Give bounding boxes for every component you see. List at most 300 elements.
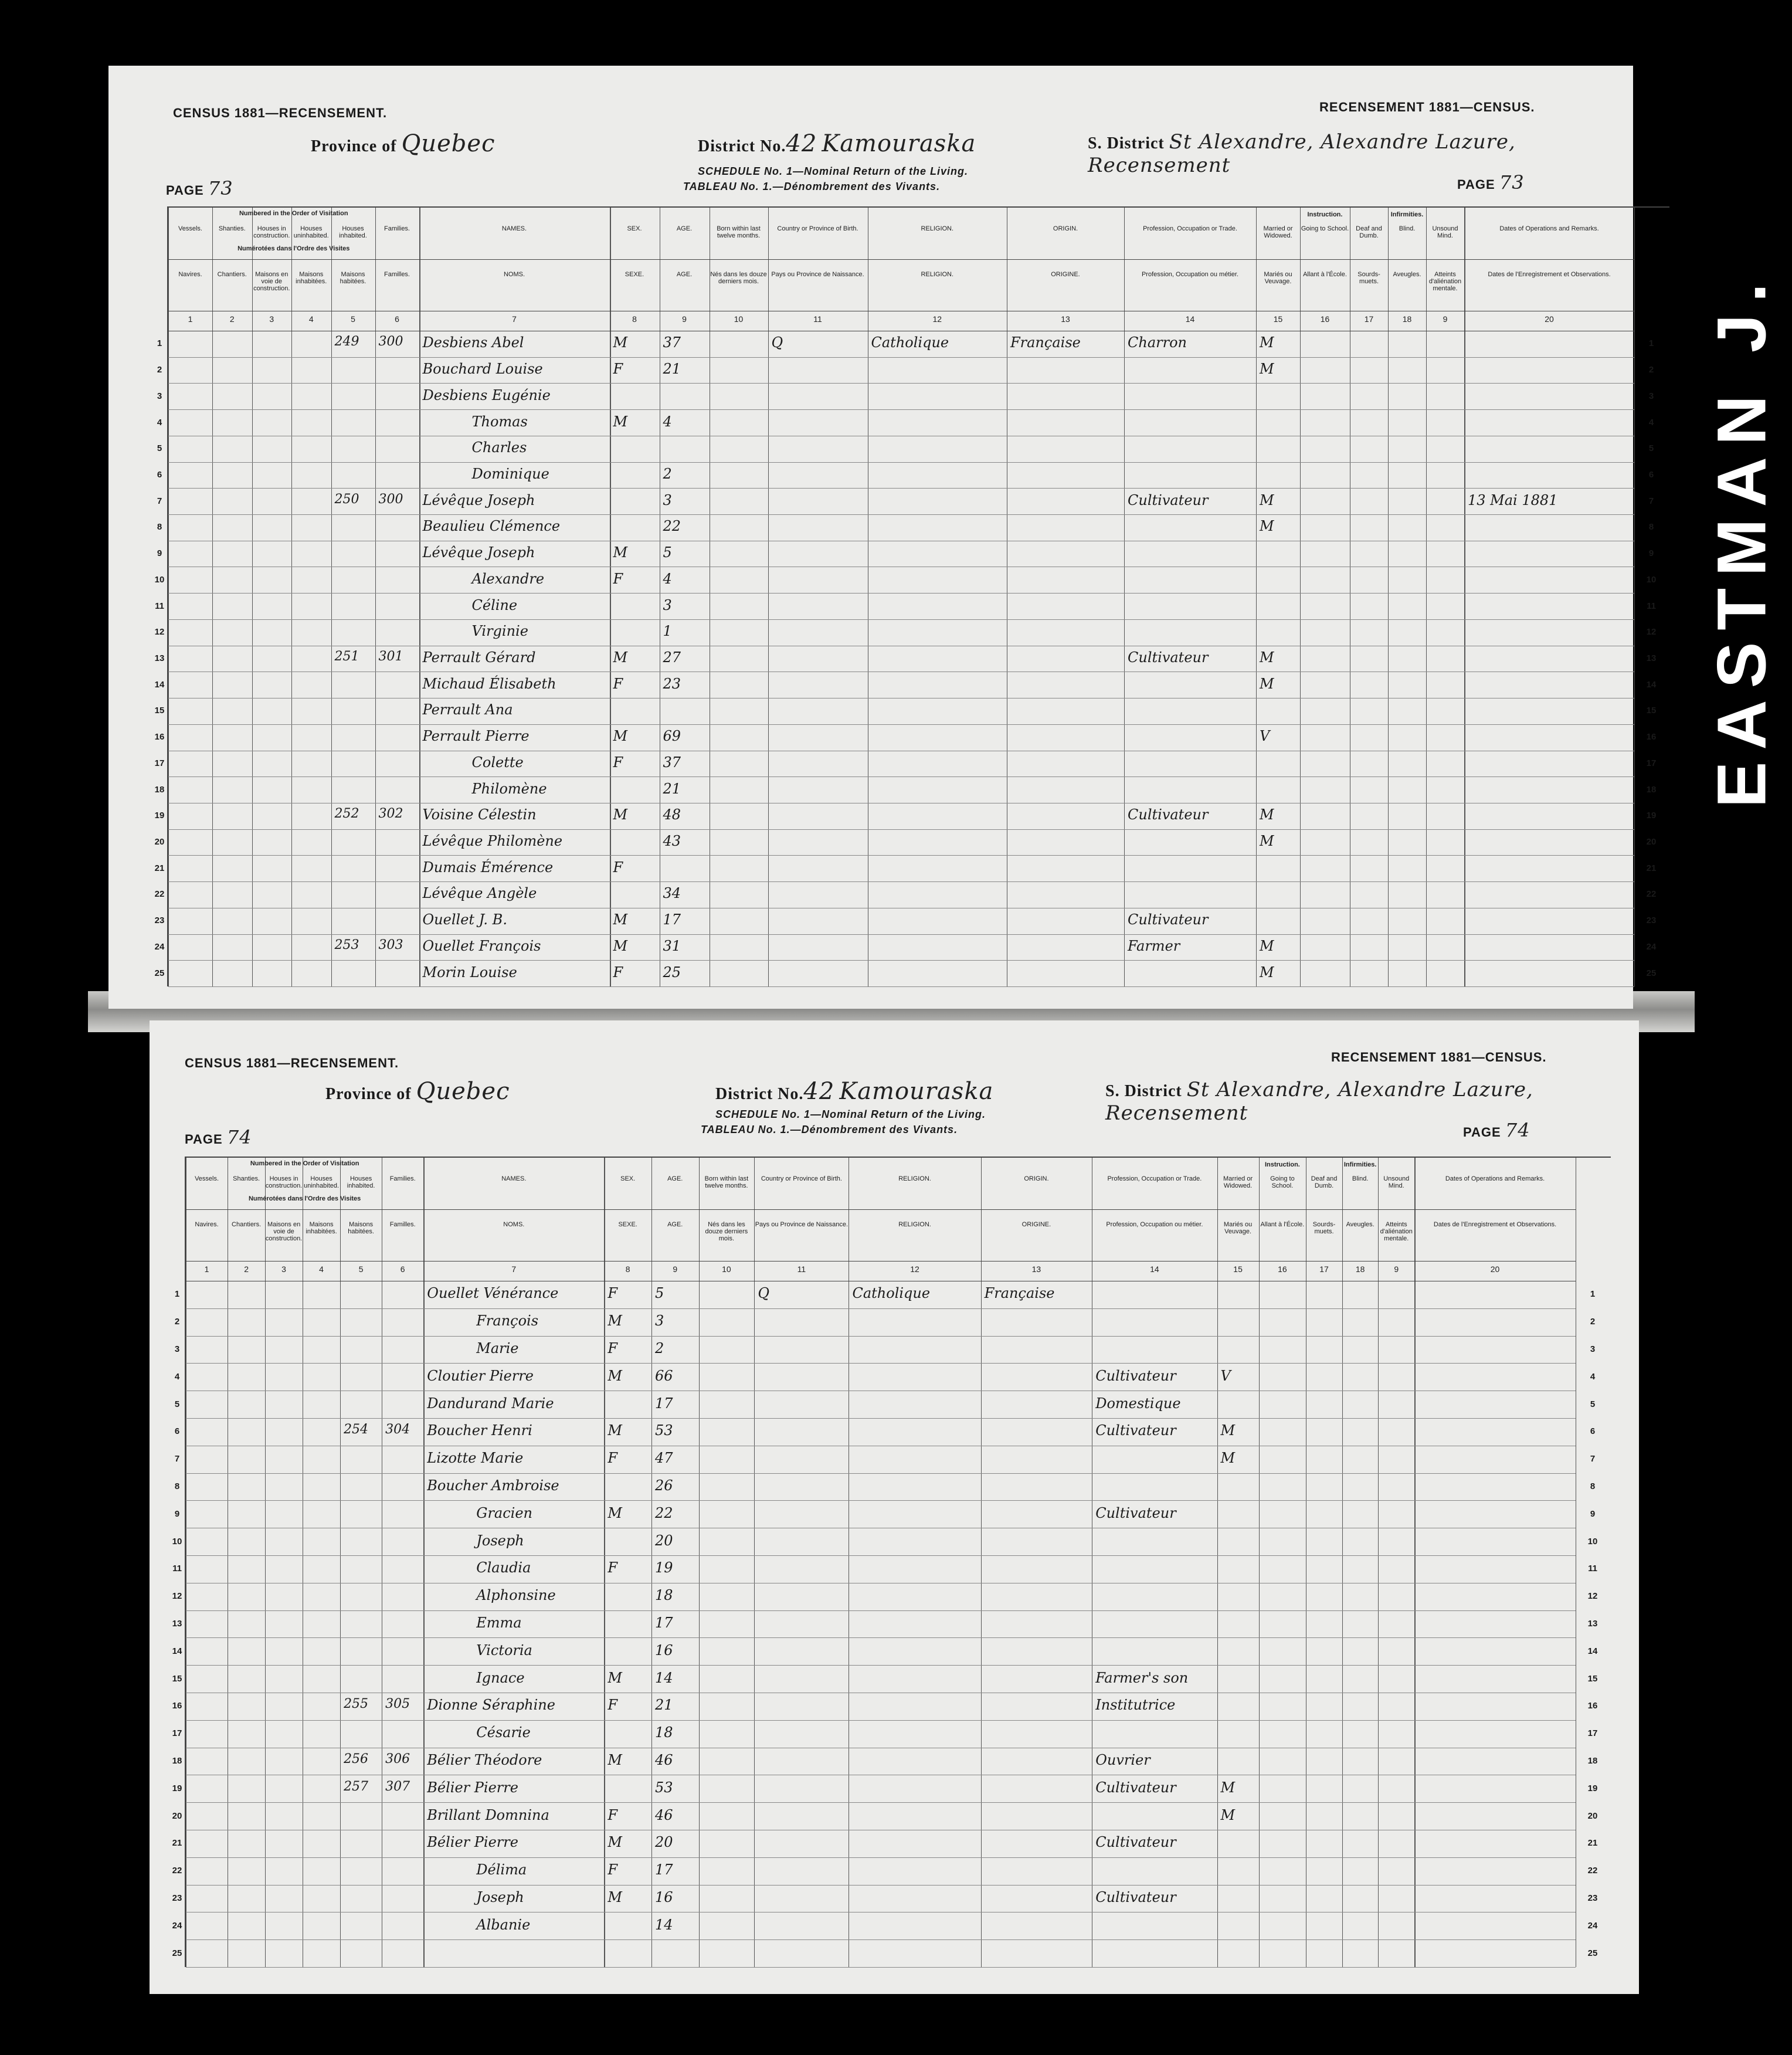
cell-fam: 300 bbox=[378, 491, 403, 507]
group-header: Numbered in the Order of Visitation bbox=[239, 210, 348, 217]
grid-line-vertical bbox=[1426, 208, 1427, 986]
row-number: 20 bbox=[1646, 837, 1657, 847]
grid-line-vertical bbox=[331, 208, 332, 986]
district-name: Kamouraska bbox=[822, 130, 976, 157]
row-number: 23 bbox=[1587, 1893, 1598, 1903]
schedule-title: SCHEDULE No. 1—Nominal Return of the Living. bbox=[698, 165, 969, 177]
column-header-en: Houses in construction. bbox=[253, 225, 290, 239]
row-number: 19 bbox=[172, 1783, 182, 1793]
cell-age: 46 bbox=[654, 1752, 673, 1768]
column-header-fr: Chantiers. bbox=[232, 1221, 262, 1229]
cell-age: 18 bbox=[654, 1724, 673, 1741]
cell-sex: M bbox=[613, 413, 628, 430]
row-line bbox=[186, 1555, 1576, 1556]
cell-age: 37 bbox=[663, 334, 681, 351]
cell-sex: F bbox=[607, 1861, 618, 1878]
column-number: 2 bbox=[244, 1264, 249, 1274]
cell-name: Ouellet François bbox=[422, 937, 541, 954]
cell-fam: 307 bbox=[385, 1779, 410, 1794]
page-number-right: PAGE 74 bbox=[1463, 1119, 1530, 1141]
cell-mw: M bbox=[1220, 1806, 1236, 1823]
cell-age: 2 bbox=[654, 1340, 664, 1357]
row-number: 22 bbox=[172, 1866, 182, 1876]
cell-age: 4 bbox=[663, 413, 672, 430]
cell-age: 21 bbox=[663, 361, 681, 378]
column-header-en: Blind. bbox=[1352, 1175, 1369, 1182]
grid-line-vertical bbox=[419, 208, 420, 986]
cell-age: 43 bbox=[663, 833, 681, 850]
row-number: 25 bbox=[154, 968, 165, 978]
cell-mw: M bbox=[1220, 1779, 1236, 1796]
cell-mw: M bbox=[1220, 1422, 1236, 1439]
column-header-fr: Profession, Occupation ou métier. bbox=[1141, 271, 1239, 279]
cell-occ: Farmer bbox=[1128, 937, 1180, 954]
column-header-en: Country or Province of Birth. bbox=[777, 225, 858, 232]
cell-sex: M bbox=[607, 1422, 622, 1439]
column-header-fr: Sourds-muets. bbox=[1312, 1221, 1336, 1236]
cell-sex: F bbox=[607, 1697, 618, 1714]
district-number: 42 bbox=[803, 1078, 835, 1105]
cell-sex: M bbox=[607, 1669, 622, 1686]
row-line bbox=[186, 1418, 1576, 1419]
column-header-en: NAMES. bbox=[501, 1175, 527, 1182]
cell-name: Claudia bbox=[476, 1559, 531, 1576]
subdistrict-value: St Alexandre, Alexandre Lazure, Recensement bbox=[1088, 130, 1516, 177]
row-line bbox=[168, 488, 1634, 489]
cell-name: Desbiens Eugénie bbox=[422, 386, 551, 403]
row-line bbox=[186, 1363, 1576, 1364]
cell-age: 23 bbox=[663, 675, 681, 692]
column-header-fr: ORIGINE. bbox=[1051, 271, 1080, 279]
row-number: 20 bbox=[1587, 1810, 1598, 1821]
cell-sex: M bbox=[613, 649, 628, 666]
group-header: Numérotées dans l'Ordre des Visites bbox=[237, 245, 350, 253]
row-line bbox=[186, 1720, 1576, 1721]
schedule-title: SCHEDULE No. 1—Nominal Return of the Living. bbox=[715, 1108, 986, 1120]
cell-sex: M bbox=[613, 334, 628, 351]
cell-fam: 302 bbox=[378, 806, 403, 822]
cell-age: 16 bbox=[654, 1642, 673, 1659]
row-line bbox=[186, 1885, 1576, 1886]
cell-sex: M bbox=[613, 806, 628, 823]
row-number: 12 bbox=[1587, 1591, 1598, 1602]
census-table bbox=[172, 1157, 1611, 1967]
row-number: 21 bbox=[1587, 1838, 1598, 1849]
row-line bbox=[168, 724, 1634, 725]
page-number-left: PAGE 73 bbox=[166, 177, 233, 199]
row-number: 18 bbox=[1646, 784, 1657, 795]
cell-fam: 303 bbox=[378, 937, 403, 952]
cell-sex: F bbox=[613, 754, 623, 771]
row-number: 10 bbox=[1646, 574, 1657, 585]
grid-line-vertical bbox=[699, 1158, 700, 1967]
grid-line-vertical bbox=[1414, 1158, 1416, 1967]
column-header-en: Born within last twelve months. bbox=[717, 225, 761, 239]
column-number: 3 bbox=[269, 314, 274, 324]
cell-name: Michaud Élisabeth bbox=[422, 675, 556, 692]
cell-mw: M bbox=[1260, 964, 1274, 981]
row-number: 1 bbox=[157, 338, 162, 349]
grid-line-vertical bbox=[604, 1158, 605, 1967]
column-header-fr: Navires. bbox=[195, 1221, 219, 1229]
column-header-en: NAMES. bbox=[501, 225, 527, 232]
census-title-right: RECENSEMENT 1881—CENSUS. bbox=[1331, 1050, 1547, 1064]
row-number: 14 bbox=[172, 1646, 182, 1656]
column-number: 17 bbox=[1364, 314, 1374, 324]
cell-occ: Cultivateur bbox=[1095, 1504, 1176, 1521]
cell-age: 22 bbox=[654, 1504, 673, 1521]
cell-age: 17 bbox=[654, 1615, 673, 1631]
cell-age: 34 bbox=[663, 885, 681, 902]
column-header-en: Deaf and Dumb. bbox=[1356, 225, 1382, 239]
cell-age: 47 bbox=[654, 1450, 673, 1467]
column-header-fr: Atteints d'aliénation mentale. bbox=[1428, 271, 1462, 293]
group-header: Instruction. bbox=[1264, 1161, 1300, 1168]
cell-name: Beaulieu Clémence bbox=[422, 518, 561, 535]
grid-line-vertical bbox=[1256, 208, 1257, 986]
subdistrict-label: S. District St Alexandre, Alexandre Lazure, Recensement bbox=[1088, 130, 1516, 177]
cell-sex: F bbox=[607, 1559, 618, 1576]
cell-name: Boucher Ambroise bbox=[427, 1477, 559, 1494]
column-header-fr: Mariés ou Veuvage. bbox=[1223, 1221, 1253, 1236]
cell-name: Perrault Ana bbox=[422, 701, 513, 718]
row-number: 12 bbox=[172, 1591, 182, 1602]
cell-birth: Q bbox=[758, 1285, 770, 1302]
cell-fam: 306 bbox=[385, 1752, 410, 1766]
column-number: 7 bbox=[511, 1264, 517, 1274]
row-number: 13 bbox=[1646, 653, 1657, 663]
row-number: 4 bbox=[174, 1371, 180, 1382]
column-number: 10 bbox=[722, 1264, 731, 1274]
cell-sex: F bbox=[613, 964, 623, 981]
column-header-en: Houses uninhabited. bbox=[304, 1175, 340, 1189]
row-number: 14 bbox=[1587, 1646, 1598, 1656]
row-line bbox=[186, 1665, 1576, 1666]
column-header-en: Vessels. bbox=[195, 1175, 219, 1182]
cell-birth: Q bbox=[771, 334, 783, 351]
row-line bbox=[186, 1857, 1576, 1858]
row-number: 11 bbox=[1588, 1564, 1597, 1574]
cell-occ: Domestique bbox=[1095, 1395, 1181, 1412]
row-line bbox=[168, 881, 1634, 882]
cell-age: 21 bbox=[663, 780, 681, 797]
row-number: 7 bbox=[157, 496, 162, 506]
column-header-fr: NOMS. bbox=[503, 271, 525, 279]
cell-age: 37 bbox=[663, 754, 681, 771]
cell-sex: F bbox=[613, 570, 623, 587]
cell-name: Joseph bbox=[476, 1889, 524, 1905]
cell-mw: V bbox=[1220, 1367, 1231, 1384]
cell-name: Cloutier Pierre bbox=[427, 1367, 534, 1384]
row-number: 2 bbox=[174, 1317, 180, 1327]
column-header-fr: Mariés ou Veuvage. bbox=[1264, 271, 1292, 286]
grid-line-vertical bbox=[1124, 208, 1125, 986]
cell-age: 18 bbox=[654, 1587, 673, 1604]
column-number: 18 bbox=[1355, 1264, 1365, 1274]
row-number: 25 bbox=[1587, 1948, 1598, 1958]
district-label: District No.42 Kamouraska bbox=[715, 1078, 994, 1105]
column-number: 12 bbox=[932, 314, 942, 324]
row-number: 10 bbox=[172, 1536, 182, 1547]
column-header-fr: Allant à l'École. bbox=[1260, 1221, 1305, 1229]
cell-name: Bélier Pierre bbox=[427, 1779, 518, 1796]
grid-line-vertical bbox=[1217, 1158, 1218, 1967]
column-number: 1 bbox=[188, 314, 193, 324]
row-line bbox=[168, 829, 1634, 830]
row-number: 23 bbox=[172, 1893, 182, 1903]
column-number: 9 bbox=[682, 314, 687, 324]
column-header-en: Shanties. bbox=[233, 1175, 260, 1182]
cell-name: Ouellet J. B. bbox=[422, 911, 507, 928]
grid-line-vertical bbox=[610, 208, 611, 986]
column-header-en: Vessels. bbox=[178, 225, 202, 232]
row-number: 15 bbox=[154, 706, 165, 716]
cell-mw: V bbox=[1260, 728, 1270, 745]
column-header-fr: Maisons habitées. bbox=[348, 1221, 374, 1236]
cell-mw: M bbox=[1260, 334, 1274, 351]
column-header-fr: Nés dans les douze derniers mois. bbox=[705, 1221, 748, 1243]
cell-name: Emma bbox=[476, 1615, 522, 1631]
row-number: 22 bbox=[1587, 1866, 1598, 1876]
column-header-fr: NOMS. bbox=[503, 1221, 525, 1229]
cell-sex: F bbox=[607, 1806, 618, 1823]
grid-line-horizontal bbox=[168, 259, 1634, 260]
column-header-fr: AGE. bbox=[667, 1221, 683, 1229]
column-header-fr: Pays ou Province de Naissance. bbox=[771, 271, 864, 279]
cell-name: Victoria bbox=[476, 1642, 532, 1659]
brand-text: EASTMAN J. bbox=[1703, 271, 1781, 808]
cell-name: Albanie bbox=[476, 1916, 531, 1933]
row-number: 9 bbox=[1648, 548, 1654, 559]
row-number: 25 bbox=[1646, 968, 1657, 978]
census-page-74 bbox=[150, 1020, 1639, 1994]
row-line bbox=[186, 1308, 1576, 1309]
cell-name: Colette bbox=[471, 754, 524, 771]
cell-religion: Catholique bbox=[852, 1285, 931, 1302]
row-line bbox=[186, 1500, 1576, 1501]
column-number: 14 bbox=[1150, 1264, 1159, 1274]
cell-name: Dumais Émérence bbox=[422, 859, 554, 876]
cell-age: 19 bbox=[654, 1559, 673, 1576]
column-header-fr: Maisons en voie de construction. bbox=[253, 271, 290, 293]
column-number: 8 bbox=[625, 1264, 630, 1274]
cell-sex: M bbox=[613, 728, 628, 745]
row-number: 7 bbox=[1590, 1454, 1596, 1464]
column-number: 3 bbox=[281, 1264, 286, 1274]
cell-age: 14 bbox=[654, 1669, 673, 1686]
column-header-en: AGE. bbox=[676, 225, 693, 232]
column-header-en: ORIGIN. bbox=[1053, 225, 1078, 232]
column-number: 13 bbox=[1031, 1264, 1041, 1274]
cell-occ: Cultivateur bbox=[1128, 491, 1209, 508]
cell-name: Lévêque Joseph bbox=[422, 544, 535, 561]
grid-line-vertical bbox=[423, 1158, 425, 1967]
row-number: 5 bbox=[174, 1399, 180, 1409]
cell-mw: M bbox=[1260, 937, 1274, 954]
cell-occ: Institutrice bbox=[1095, 1697, 1176, 1714]
grid-line-vertical bbox=[1378, 1158, 1379, 1967]
cell-sex: M bbox=[607, 1504, 622, 1521]
cell-occ: Cultivateur bbox=[1128, 649, 1209, 666]
row-number: 23 bbox=[154, 915, 165, 926]
column-number: 5 bbox=[358, 1264, 364, 1274]
cell-name: Joseph bbox=[476, 1532, 524, 1549]
cell-origin: Française bbox=[1010, 334, 1081, 351]
column-header-fr: Maisons inhabitées. bbox=[296, 271, 327, 286]
row-number: 11 bbox=[155, 601, 164, 611]
row-number: 1 bbox=[174, 1289, 180, 1300]
province-label: Province of Quebec bbox=[311, 130, 495, 157]
grid-line-vertical bbox=[252, 208, 253, 986]
column-header-en: Houses in construction. bbox=[265, 1175, 303, 1189]
group-header: Numbered in the Order of Visitation bbox=[250, 1160, 359, 1167]
column-number: 16 bbox=[1320, 314, 1330, 324]
column-header-fr: Familles. bbox=[389, 1221, 416, 1229]
cell-sex: F bbox=[613, 859, 623, 876]
cell-name: François bbox=[476, 1313, 539, 1330]
province-label: Province of Quebec bbox=[325, 1078, 510, 1105]
column-number: 17 bbox=[1319, 1264, 1329, 1274]
column-header-fr: Maisons habitées. bbox=[340, 271, 366, 286]
column-number: 9 bbox=[1394, 1264, 1399, 1274]
cell-sex: M bbox=[607, 1367, 622, 1384]
column-number: 9 bbox=[673, 1264, 678, 1274]
row-number: 2 bbox=[1590, 1317, 1596, 1327]
row-line bbox=[168, 409, 1634, 410]
column-header-fr: RELIGION. bbox=[921, 271, 954, 279]
column-header-fr: SEXE. bbox=[618, 1221, 637, 1229]
column-number: 11 bbox=[813, 314, 822, 324]
column-header-en: Country or Province of Birth. bbox=[761, 1175, 842, 1182]
column-header-en: Dates of Operations and Remarks. bbox=[1499, 225, 1599, 232]
cell-age: 66 bbox=[654, 1367, 673, 1384]
tableau-title: TABLEAU No. 1.—Dénombrement des Vivants. bbox=[683, 181, 941, 192]
cell-name: Dandurand Marie bbox=[427, 1395, 554, 1412]
row-number: 18 bbox=[154, 784, 165, 795]
cell-name: Bélier Pierre bbox=[427, 1834, 518, 1851]
cell-age: 20 bbox=[654, 1834, 673, 1851]
cell-sex: F bbox=[607, 1285, 618, 1302]
cell-name: Philomène bbox=[471, 780, 547, 797]
cell-age: 3 bbox=[663, 596, 672, 613]
cell-age: 17 bbox=[663, 911, 681, 928]
row-line bbox=[186, 1967, 1576, 1968]
cell-occ: Cultivateur bbox=[1095, 1889, 1176, 1905]
row-number: 5 bbox=[1590, 1399, 1596, 1409]
column-header-fr: AGE. bbox=[676, 271, 693, 279]
cell-name: Boucher Henri bbox=[427, 1422, 532, 1439]
column-number: 9 bbox=[1443, 314, 1448, 324]
census-title-left: CENSUS 1881—RECENSEMENT. bbox=[173, 106, 388, 120]
cell-house: 251 bbox=[334, 649, 359, 664]
grid-line-vertical bbox=[1388, 208, 1389, 986]
cell-name: Lévêque Philomène bbox=[422, 833, 563, 850]
row-number: 15 bbox=[172, 1673, 182, 1684]
column-header-en: Houses uninhabited. bbox=[293, 225, 329, 239]
grid-line-vertical bbox=[291, 208, 292, 986]
column-number: 11 bbox=[797, 1264, 806, 1274]
cell-house: 255 bbox=[344, 1697, 369, 1712]
province-value: Quebec bbox=[416, 1078, 510, 1105]
district-name: Kamouraska bbox=[839, 1078, 994, 1105]
row-number: 22 bbox=[1646, 889, 1657, 900]
row-line bbox=[168, 357, 1634, 358]
cell-fam: 301 bbox=[378, 649, 403, 664]
column-header-en: Unsound Mind. bbox=[1383, 1175, 1410, 1189]
cell-origin: Française bbox=[984, 1285, 1055, 1302]
row-number: 13 bbox=[1587, 1619, 1598, 1629]
row-number: 17 bbox=[172, 1728, 182, 1739]
cell-name: Voisine Célestin bbox=[422, 806, 537, 823]
cell-age: 48 bbox=[663, 806, 681, 823]
cell-age: 5 bbox=[663, 544, 672, 561]
column-header-fr: Aveugles. bbox=[1393, 271, 1421, 279]
column-header-fr: Pays ou Province de Naissance. bbox=[755, 1221, 849, 1229]
column-header-en: Going to School. bbox=[1270, 1175, 1295, 1189]
column-header-en: Blind. bbox=[1399, 225, 1416, 232]
cell-name: Ouellet Vénérance bbox=[427, 1285, 559, 1302]
row-line bbox=[168, 855, 1634, 856]
row-number: 19 bbox=[1646, 811, 1657, 821]
cell-name: Bélier Théodore bbox=[427, 1752, 542, 1768]
cell-mw: M bbox=[1220, 1450, 1236, 1467]
row-number: 15 bbox=[1646, 706, 1657, 716]
cell-occ: Cultivateur bbox=[1095, 1422, 1176, 1439]
cell-sex: M bbox=[613, 911, 628, 928]
column-number: 6 bbox=[395, 314, 399, 324]
cell-name: Brillant Domnina bbox=[427, 1806, 549, 1823]
cell-name: Perrault Pierre bbox=[422, 728, 530, 745]
column-number: 4 bbox=[319, 1264, 324, 1274]
cell-name: Thomas bbox=[471, 413, 528, 430]
cell-occ: Cultivateur bbox=[1095, 1834, 1176, 1851]
cell-age: 4 bbox=[663, 570, 672, 587]
cell-age: 31 bbox=[663, 937, 681, 954]
row-line bbox=[168, 960, 1634, 961]
row-number: 24 bbox=[1587, 1920, 1598, 1931]
cell-fam: 305 bbox=[385, 1697, 410, 1712]
grid-line-vertical bbox=[1300, 208, 1301, 986]
row-number: 13 bbox=[172, 1619, 182, 1629]
group-header: Infirmities. bbox=[1343, 1161, 1377, 1168]
row-number: 7 bbox=[174, 1454, 180, 1464]
grid-line-vertical bbox=[1259, 1158, 1260, 1967]
cell-name: Marie bbox=[476, 1340, 519, 1357]
column-number: 13 bbox=[1061, 314, 1070, 324]
cell-mw: M bbox=[1260, 518, 1274, 535]
cell-name: Céline bbox=[471, 596, 518, 613]
row-number: 4 bbox=[1648, 417, 1654, 428]
cell-age: 2 bbox=[663, 465, 672, 482]
cell-sex: F bbox=[607, 1450, 618, 1467]
column-number: 7 bbox=[512, 314, 517, 324]
column-header-fr: Dates de l'Enregistrement et Observations. bbox=[1433, 1221, 1557, 1229]
row-line bbox=[186, 1610, 1576, 1611]
row-number: 8 bbox=[157, 522, 162, 533]
cell-house: 249 bbox=[334, 334, 359, 350]
cell-name: Lizotte Marie bbox=[427, 1450, 524, 1467]
cell-age: 17 bbox=[654, 1395, 673, 1412]
row-number: 5 bbox=[157, 443, 162, 454]
grid-line-vertical bbox=[768, 208, 769, 986]
row-number: 6 bbox=[174, 1426, 180, 1437]
column-header-fr: Sourds-muets. bbox=[1357, 271, 1380, 286]
cell-occ: Charron bbox=[1128, 334, 1187, 351]
column-number: 12 bbox=[910, 1264, 919, 1274]
row-number: 1 bbox=[1648, 338, 1654, 349]
cell-age: 3 bbox=[654, 1313, 664, 1330]
row-number: 16 bbox=[172, 1701, 182, 1711]
